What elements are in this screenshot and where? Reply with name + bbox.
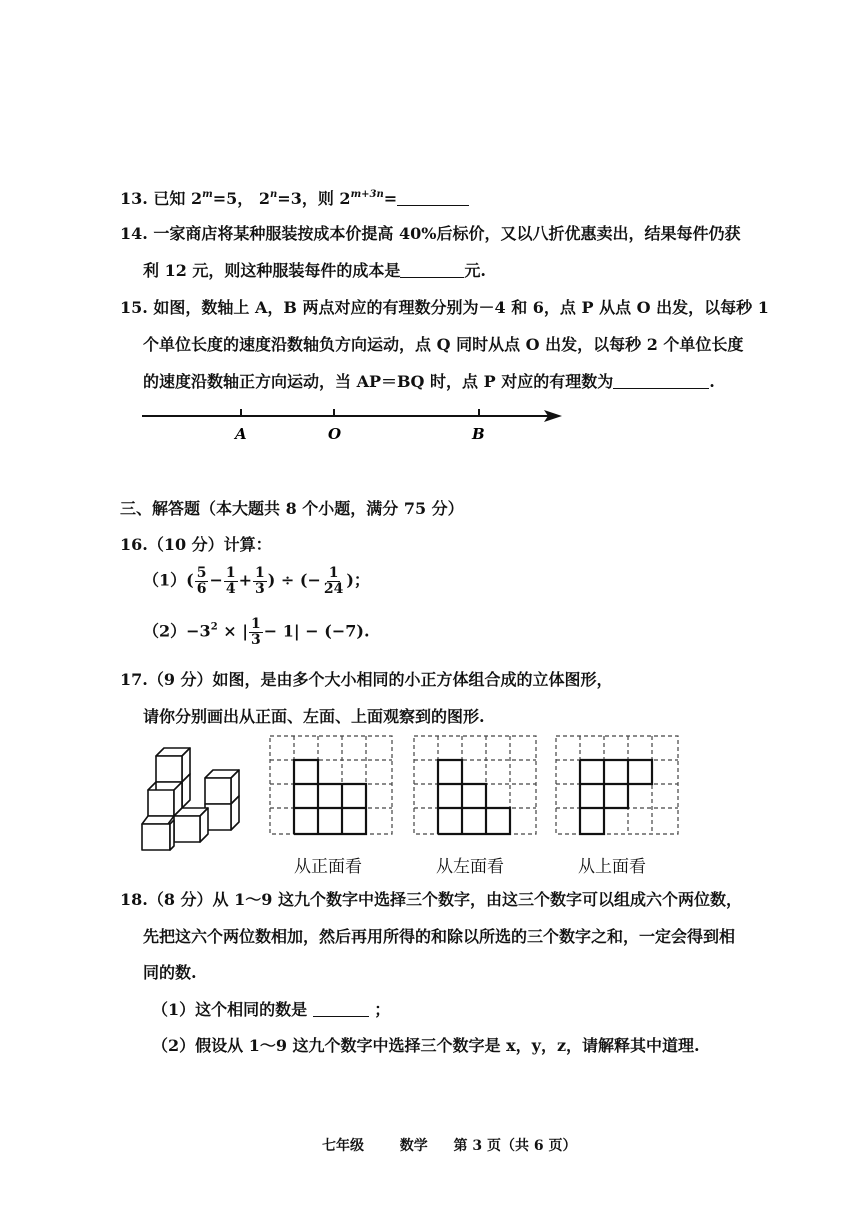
- q15-line3: 的速度沿数轴正方向运动，当 AP＝BQ 时，点 P 对应的有理数为 .: [143, 372, 715, 391]
- fraction: $\frac{5}{6}$: [196, 565, 207, 597]
- caption-front: 从正面看: [294, 857, 362, 877]
- q18-line1: 18.（8 分）从 1～9 这九个数字中选择三个数字，由这三个数字可以组成六个两位数，: [120, 890, 742, 909]
- cube-figure: [138, 742, 242, 854]
- answer-blank-14[interactable]: [400, 261, 464, 278]
- caption-left: 从左面看: [436, 857, 504, 877]
- q18-line3: 同的数.: [143, 963, 197, 982]
- label-b: B: [472, 425, 485, 443]
- grid-top-view: [554, 734, 682, 838]
- answer-blank-13[interactable]: [397, 189, 469, 206]
- cube: [142, 816, 174, 850]
- q18-line2: 先把这六个两位数相加，然后再用所得的和除以所选的三个数字之和，一定会得到相: [143, 927, 736, 946]
- q13-number: 13.: [120, 189, 148, 208]
- q15-number: 15.: [120, 298, 148, 317]
- number-line: [138, 400, 568, 446]
- label-a: A: [235, 425, 247, 443]
- q15-line2: 个单位长度的速度沿数轴负方向运动，点 Q 同时从点 O 出发，以每秒 2 个单位长度: [143, 335, 744, 354]
- grid-front-view: [268, 734, 396, 838]
- footer-grade: 七年级: [322, 1138, 364, 1154]
- q18-number: 18.: [120, 890, 148, 909]
- q18-part1: （1）这个相同的数是 ；: [152, 1000, 391, 1019]
- q16-part2: $(2)-3^2$ × | $\frac{1}{3}$ − 1| − (−7).: [143, 616, 370, 648]
- caption-top: 从上面看: [578, 857, 646, 877]
- section-title: 三、解答题（本大题共 8 个小题，满分 75 分）: [120, 499, 464, 518]
- q13: 13. 已知 $2^m=5$， $2^n=3$，则 $2^{m+3n}=$: [120, 186, 469, 209]
- q16-number: 16.: [120, 535, 148, 554]
- fraction: $\frac{1}{3}$: [251, 616, 261, 648]
- q18-part2: （2）假设从 1～9 这九个数字中选择三个数字是 x，y，z，请解释其中道理.: [152, 1036, 700, 1055]
- footer: [322, 1135, 576, 1155]
- footer-page: 第 3 页（共 6 页）: [453, 1138, 577, 1154]
- answer-blank-15[interactable]: [613, 372, 709, 389]
- q17-line1: 17.（9 分）如图，是由多个大小相同的小正方体组合成的立体图形，: [120, 670, 613, 689]
- fraction: $\frac{1}{3}$: [255, 565, 265, 597]
- q16-part1: （1）( $\frac{5}{6}$ − $\frac{1}{4}$ + $\frac{1}{3}$ ) ÷ (− $\frac{1}{24}$ )；: [143, 565, 370, 597]
- cube: [174, 808, 208, 842]
- cube: [205, 770, 239, 804]
- q16-head: 16.（10 分）计算：: [120, 535, 272, 554]
- label-o: O: [328, 425, 342, 443]
- q14-line2: 利 12 元，则这种服装每件的成本是 元.: [143, 261, 486, 280]
- fraction: $\frac{1}{24}$: [323, 565, 344, 597]
- q17-number: 17.: [120, 670, 148, 689]
- q14-line1: 14. 一家商店将某种服装按成本价提高 40%后标价，又以八折优惠卖出，结果每件仍获: [120, 224, 741, 243]
- q17-line2: 请你分别画出从正面、左面、上面观察到的图形.: [143, 707, 485, 726]
- grid-left-view: [412, 734, 540, 838]
- answer-blank-18[interactable]: [313, 1000, 369, 1017]
- cube: [156, 748, 190, 782]
- footer-subject: 数学: [399, 1138, 428, 1154]
- q15-line1: 15. 如图，数轴上 A，B 两点对应的有理数分别为－4 和 6，点 P 从点 O 出发，以每秒 1: [120, 298, 769, 317]
- fraction: $\frac{1}{4}$: [225, 565, 236, 597]
- q14-number: 14.: [120, 224, 148, 243]
